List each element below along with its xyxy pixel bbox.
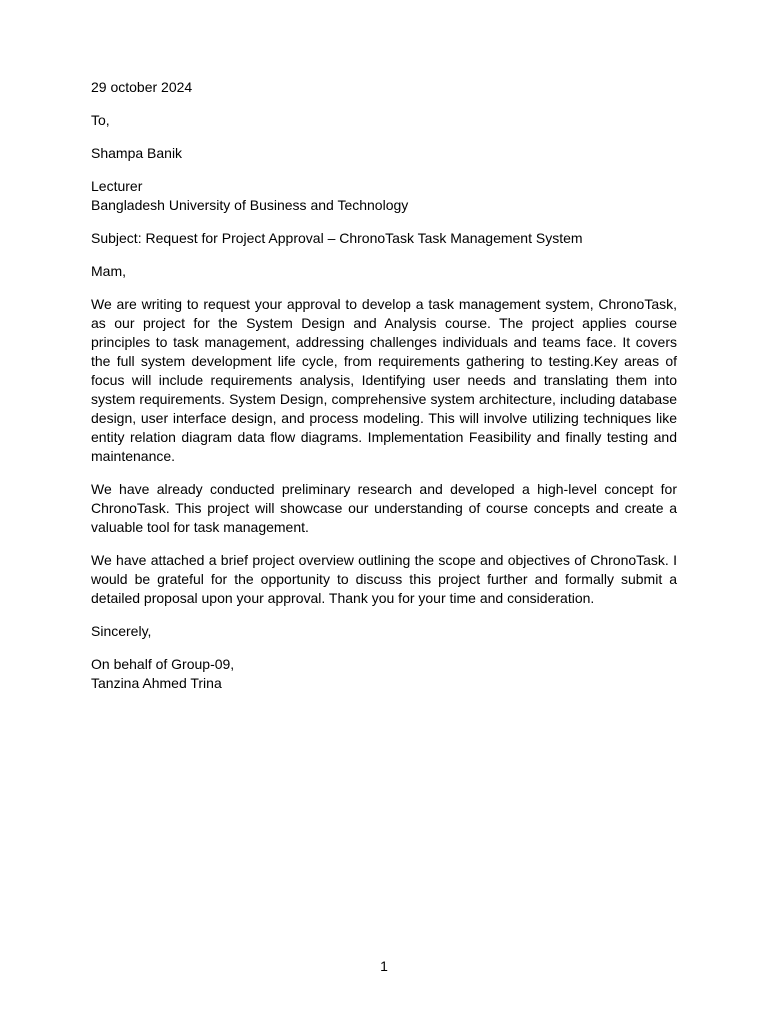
body-paragraph-1: We are writing to request your approval to develop a task management system, ChronoTask, as our project for the System Design and Analysis course. The project applies course principles to task management, addressing challenges individuals and teams face. It covers the full system development life cycle, from requirements gathering to testing.Key areas of focus will include requirements analysis, Identifying user needs and translating them into system requirements. System Design, comprehensive system architecture, including database design, user interface design, and process modeling. This will involve utilizing techniques like entity relation diagram data flow diagrams. Implementation Feasibility and finally testing and maintenance.	[91, 296, 677, 464]
recipient-institution: Bangladesh University of Business and Technology	[91, 197, 409, 213]
letter-subject: Subject: Request for Project Approval – ChronoTask Task Management System	[91, 230, 583, 246]
signature-block	[91, 655, 677, 693]
letter-body	[91, 78, 677, 707]
letter-closing: Sincerely,	[91, 623, 152, 639]
recipient-name: Shampa Banik	[91, 145, 183, 161]
letter-greeting: Mam,	[91, 263, 126, 279]
signature-group: On behalf of Group-09,	[91, 656, 235, 672]
salutation-to: To,	[91, 112, 110, 128]
recipient-block	[91, 177, 677, 215]
letter-date: 29 october 2024	[91, 79, 193, 95]
body-paragraph-3: We have attached a brief project overview outlining the scope and objectives of ChronoTask. I would be grateful for the opportunity to discuss this project further and formally submit a detailed proposal upon your approval. Thank you for your time and consideration.	[91, 552, 677, 606]
signature-name: Tanzina Ahmed Trina	[91, 675, 222, 691]
page-number: 1	[380, 958, 388, 974]
recipient-title: Lecturer	[91, 178, 143, 194]
body-paragraph-2: We have already conducted preliminary research and developed a high-level concept for ChronoTask. This project will showcase our understanding of course concepts and create a valuable tool for task management.	[91, 481, 677, 535]
